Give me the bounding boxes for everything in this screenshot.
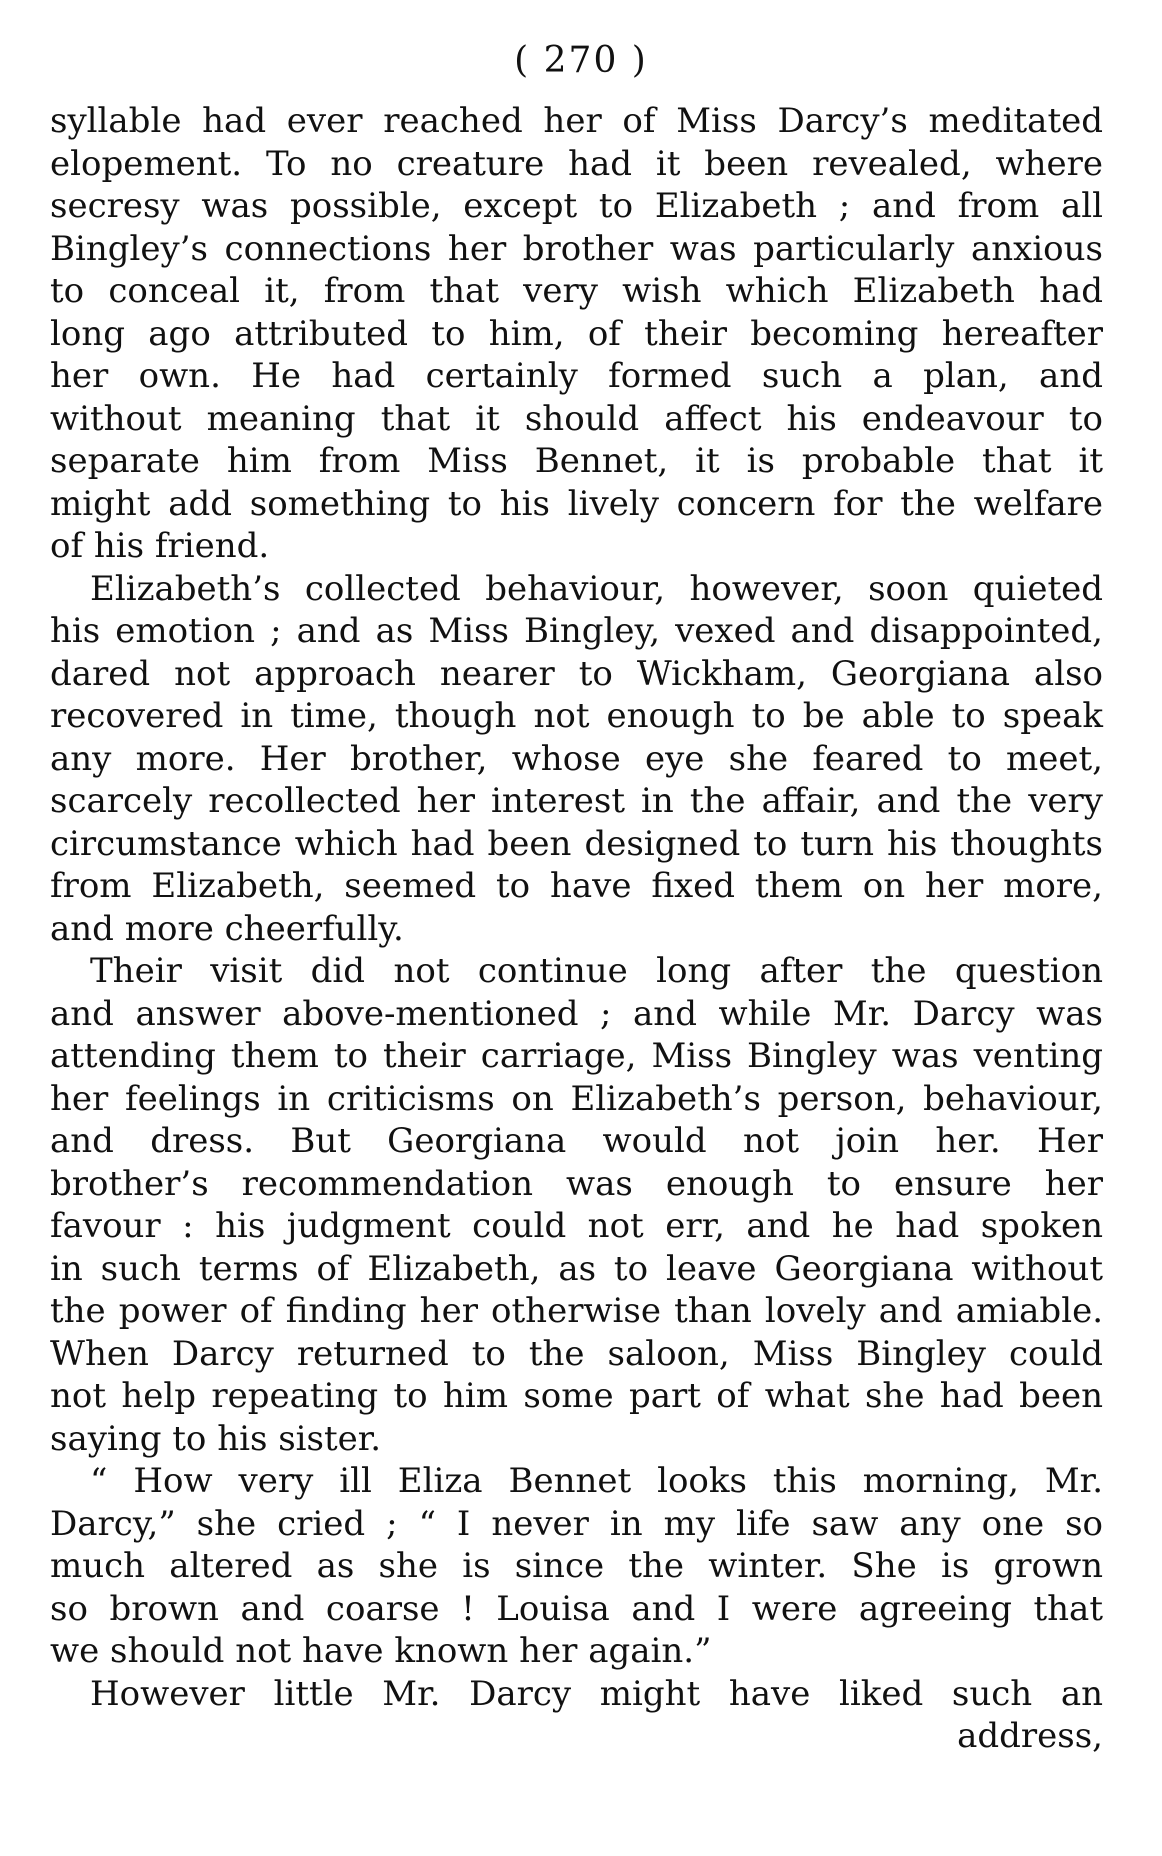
text-line: from Elizabeth, seemed to have fixed them on her more, bbox=[50, 866, 1103, 906]
text-line: her own. He had certainly formed such a plan, and bbox=[50, 356, 1103, 396]
text-line: favour : his judgment could not err, and he had spoken bbox=[50, 1206, 1103, 1246]
text-line: in such terms of Elizabeth, as to leave Georgiana without bbox=[50, 1248, 1103, 1289]
text-line: without meaning that it should affect his endeavour to bbox=[50, 398, 1103, 439]
text-line: scarcely recollected her interest in the affair, and the very bbox=[50, 781, 1103, 821]
text-line: attending them to their carriage, Miss Bingley was venting bbox=[50, 1036, 1103, 1076]
text-line: any more. Her brother, whose eye she feared to meet, bbox=[50, 738, 1103, 779]
text-line: brother’s recommendation was enough to ensure her bbox=[50, 1163, 1103, 1204]
paragraph-start-line: “ How very ill Eliza Bennet looks this morning, Mr. bbox=[90, 1461, 1103, 1501]
text-line: recovered in time, though not enough to be able to speak bbox=[50, 696, 1103, 736]
text-line: and more cheerfully. bbox=[50, 908, 404, 949]
paragraph-start-line: Elizabeth’s collected behaviour, however, soon quieted bbox=[90, 568, 1103, 609]
paragraph-start-line: However little Mr. Darcy might have liked such an bbox=[90, 1673, 1103, 1714]
text-line: Darcy,” she cried ; “ I never in my life saw any one so bbox=[50, 1503, 1103, 1544]
text-line: his emotion ; and as Miss Bingley, vexed and disappointed, bbox=[50, 611, 1103, 651]
paragraph-start-line: Their visit did not continue long after the question bbox=[90, 951, 1103, 991]
text-line: Bingley’s connections her brother was particularly anxious bbox=[50, 228, 1103, 269]
text-line: the power of finding her otherwise than lovely and amiable. bbox=[50, 1291, 1103, 1331]
text-line: of his friend. bbox=[50, 526, 270, 566]
text-line: and answer above-mentioned ; and while Mr. Darcy was bbox=[50, 993, 1103, 1034]
text-line: might add something to his lively concern for the welfare bbox=[50, 483, 1103, 524]
text-line: and dress. But Georgiana would not join her. Her bbox=[50, 1121, 1103, 1161]
catchword: address, bbox=[957, 1716, 1103, 1756]
text-line: saying to his sister. bbox=[50, 1418, 382, 1459]
text-line: we should not have known her again.” bbox=[50, 1631, 712, 1671]
text-line: secresy was possible, except to Elizabeth ; and from all bbox=[50, 186, 1103, 226]
text-line: her feelings in criticisms on Elizabeth’s person, behaviour, bbox=[50, 1078, 1103, 1119]
text-line: to conceal it, from that very wish which Elizabeth had bbox=[50, 271, 1103, 311]
text-line: not help repeating to him some part of what she had been bbox=[50, 1376, 1103, 1416]
text-line: When Darcy returned to the saloon, Miss Bingley could bbox=[50, 1333, 1103, 1374]
page-number: ( 270 ) bbox=[514, 40, 648, 81]
text-line: dared not approach nearer to Wickham, Georgiana also bbox=[50, 653, 1103, 694]
text-line: separate him from Miss Bennet, it is probable that it bbox=[50, 441, 1103, 481]
body-text bbox=[50, 100, 1103, 1758]
text-line: long ago attributed to him, of their becoming hereafter bbox=[50, 313, 1103, 354]
text-line: elopement. To no creature had it been revealed, where bbox=[50, 143, 1103, 184]
text-line: much altered as she is since the winter. She is grown bbox=[50, 1546, 1103, 1586]
text-line: circumstance which had been designed to turn his thoughts bbox=[50, 823, 1103, 864]
text-line: so brown and coarse ! Louisa and I were agreeing that bbox=[50, 1588, 1103, 1629]
text-line: syllable had ever reached her of Miss Darcy’s meditated bbox=[50, 101, 1103, 141]
